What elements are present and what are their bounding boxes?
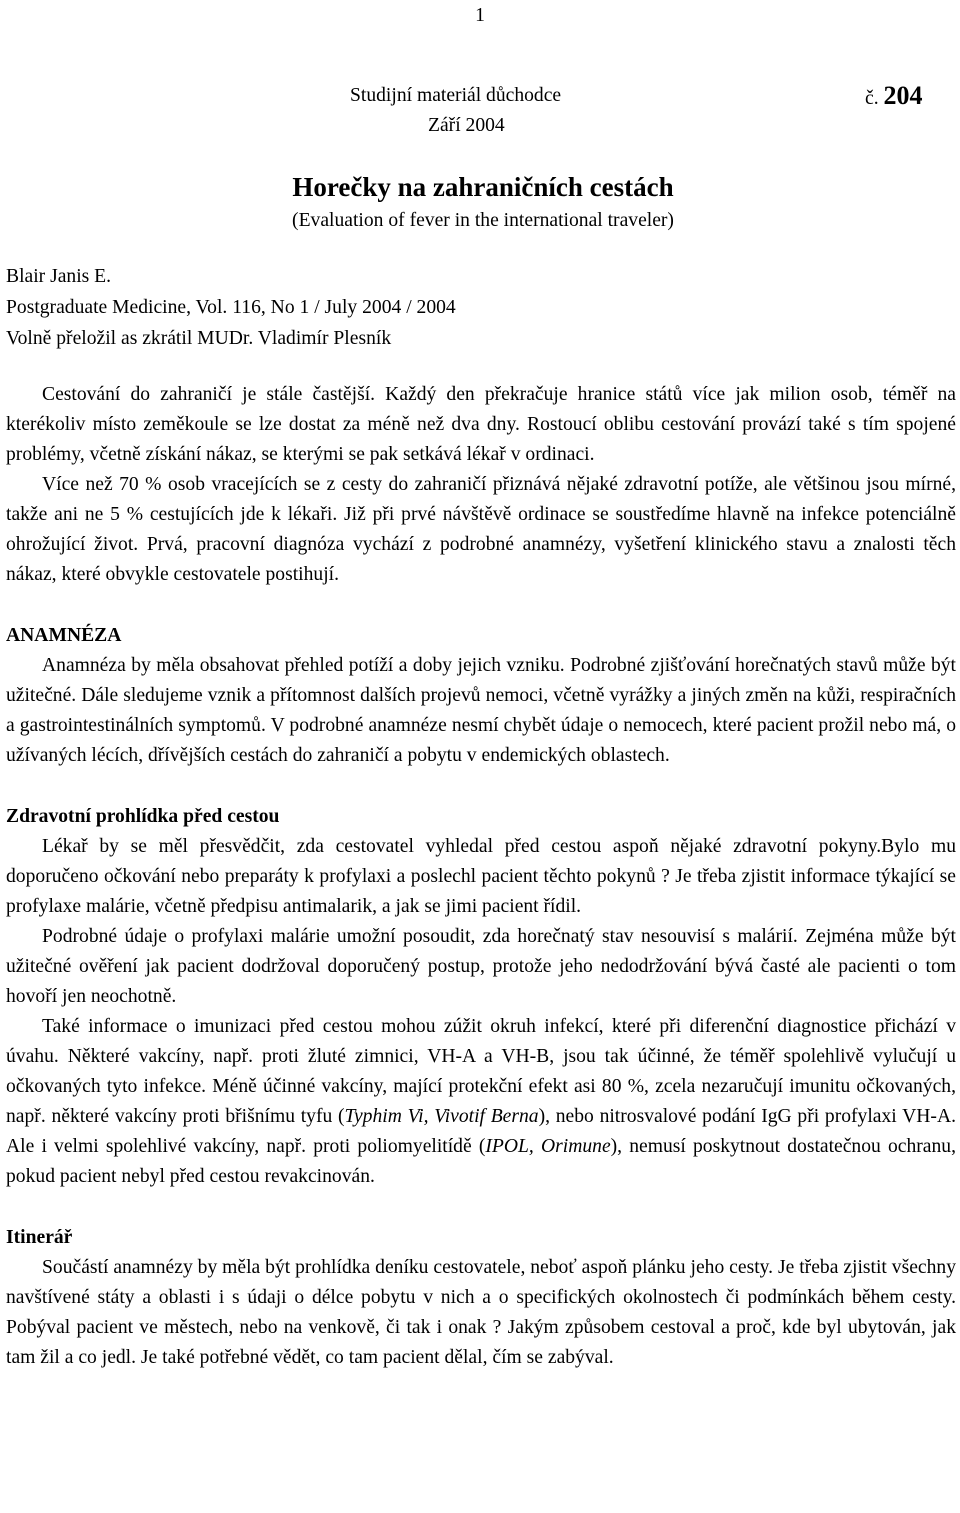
vaccine-names-polio: IPOL, Orimune [485,1136,611,1157]
anamneza-paragraph: Anamnéza by měla obsahovat přehled potíží a doby jejich vzniku. Podrobné zjišťování horečnatých stavů může být užitečné. Dále sledujeme vznik a přítomnost dalších projevů nemoci, včetně vyrážky a jiných změn na kůži, respiračních a gastrointestinálních symptomů. V podrobné anamnéze nesmí chybět údaje o nemocech, které pacient prožil nebo má, o užívaných lécích, dřívějších cestách do zahraničí a pobytu v endemických oblastech. [6,655,956,766]
section-heading-prohlidka: Zdravotní prohlídka před cestou [6,806,280,827]
intro-paragraph-1: Cestování do zahraničí je stále častější. Každý den překračuje hranice států více jak milion osob, téměř na kterékoliv místo zeměkoule se lze dostat za méně než dva dny. Rostoucí oblibu cestování provází také s tím spojené problémy, včetně získání nákaz, se kterými se pak setkává lékař v ordinaci. [6,384,956,465]
section-heading-itinerar: Itinerář [6,1227,73,1248]
series-label: Studijní materiál důchodce [350,85,562,106]
intro-paragraph-2: Více než 70 % osob vracejících se z cesty do zahraničí přiznává nějaké zdravotní potíže, ale většinou jsou mírné, takže ani ne 5 % cestujících jde k lékaři. Již při prvé návštěvě ordinace se soustředíme hlavně na infekce potenciálně ohrožující život. Prvá, pracovní diagnóza vychází z podrobné anamnézy, vyšetření klinického stavu a znalosti těch nákaz, které obvykle cestovatele postihují. [6,474,956,585]
prohlidka-p3-text-2: ), nebo nitrosvalové podání IgG při profylaxi VH-A. Ale i velmi spolehlivé vakcíny, např. proti poliomyelitídě ( [6,1106,956,1157]
prohlidka-paragraph-3 [6,1012,956,1192]
source-journal: Postgraduate Medicine, Vol. 116, No 1 / July 2004 / 2004 [6,297,456,318]
prohlidka-p3-text-3: ), nemusí poskytnout dostatečnou ochranu, pokud pacient nebyl před cestou revakcinován. [6,1136,956,1187]
page-number: 1 [475,5,485,26]
source-translator: Volně přeložil as zkrátil MUDr. Vladimír Plesník [6,328,392,349]
article-title: Horečky na zahraničních cestách [292,172,674,202]
issue-date: Září 2004 [428,115,505,136]
series-number-value: 204 [883,81,923,110]
prohlidka-paragraph-2: Podrobné údaje o profylaxi malárie umožní posoudit, zda horečnatý stav nesouvisí s malárií. Zejména může být užitečné ověření jak pacient dodržoval doporučený postup, protože jeho nedodržování bývá časté ale pacienti o tom hovoří jen neochotně. [6,926,956,1007]
vaccine-names-typhoid: Typhim Vi, Vivotif Berna [344,1106,539,1127]
prohlidka-p3-text-1: Také informace o imunizaci před cestou mohou zúžit okruh infekcí, které při diferenční diagnostice přichází v úvahu. Některé vakcíny, např. proti žluté zimnici, VH-A a VH-B, jsou tak účinné, že téměř spolehlivě vylučují u očkovaných tyto infekce. Méně účinné vakcíny, mající protekční efekt asi 80 %, zcela nezaručují imunitu očkovaných, např. některé vakcíny proti břišnímu tyfu ( [6,1016,956,1127]
article-body [6,380,956,1373]
prohlidka-paragraph-1: Lékař by se měl přesvědčit, zda cestovatel vyhledal před cestou aspoň nějaké zdravotní pokyny.Bylo mu doporučeno očkování nebo preparáty k profylaxi a poslechl pacient těchto pokynů ? Je třeba zjistit informace týkající se profylaxe malárie, včetně předpisu antimalarik, a jak se jimi pacient řídil. [6,836,956,917]
series-number [865,82,923,113]
source-block [6,261,456,354]
source-author: Blair Janis E. [6,266,112,287]
section-heading-anamneza: ANAMNÉZA [6,625,122,646]
article-subtitle: (Evaluation of fever in the international traveler) [292,210,674,231]
series-number-prefix: č. [865,88,879,109]
itinerar-paragraph: Součástí anamnézy by měla být prohlídka deníku cestovatele, neboť aspoň plánku jeho cesty. Je třeba zjistit všechny navštívené státy a oblasti i s údaji o délce pobytu v nich a o specifických okolnostech či podmínkách během cesty. Pobýval pacient ve městech, nebo na venkově, či tak i onak ? Jakým způsobem cestoval a proč, kde byl ubytován, jak tam žil a co jedl. Je také potřebné vědět, co tam pacient dělal, čím se zabýval. [6,1257,956,1368]
